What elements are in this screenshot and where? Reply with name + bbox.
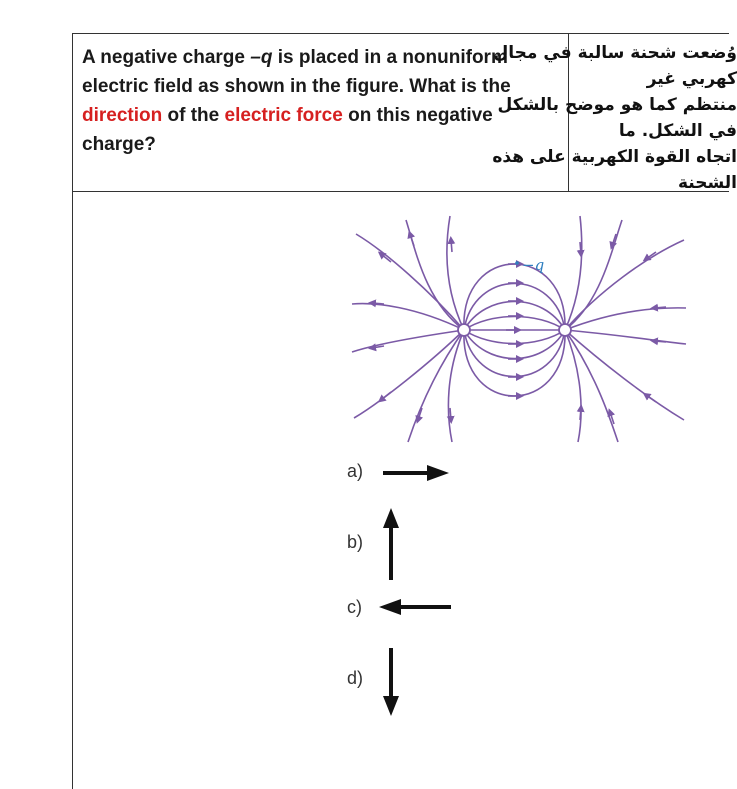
question-text-part3: of the bbox=[162, 105, 225, 126]
table-border-top bbox=[72, 33, 729, 34]
arrow-up-icon bbox=[380, 508, 402, 582]
field-line bbox=[565, 330, 581, 442]
field-arrow bbox=[372, 303, 384, 304]
field-line bbox=[464, 330, 565, 344]
arrow-right-icon bbox=[381, 462, 451, 484]
field-arrow bbox=[646, 395, 656, 402]
field-line bbox=[565, 216, 582, 330]
highlight-electric-force: electric force bbox=[224, 105, 343, 126]
field-arrow bbox=[654, 307, 666, 308]
charge-variable: –q bbox=[250, 47, 273, 68]
field-line bbox=[352, 304, 464, 330]
field-line bbox=[565, 240, 684, 330]
option-b-label: b) bbox=[347, 532, 364, 552]
field-arrow bbox=[580, 408, 581, 420]
arabic-line-1: وُضعت شحنة سالبة في مجال كهربي غير bbox=[493, 43, 737, 89]
field-arrow bbox=[451, 240, 452, 252]
test-charge-label: −q bbox=[522, 256, 545, 274]
left-charge bbox=[458, 324, 470, 336]
field-arrow bbox=[450, 408, 451, 420]
question-text-part2: is placed in a nonuniform electric field as shown in the figure. What is the bbox=[82, 47, 511, 97]
highlight-direction: direction bbox=[82, 105, 163, 126]
field-line bbox=[464, 264, 565, 330]
electric-field-figure bbox=[346, 212, 690, 444]
field-line bbox=[408, 330, 464, 442]
test-charge-dot bbox=[515, 261, 519, 265]
option-a-label: a) bbox=[347, 461, 364, 481]
field-arrowheads bbox=[372, 234, 666, 424]
field-arrow bbox=[410, 234, 414, 246]
field-line bbox=[406, 220, 464, 330]
table-border-left bbox=[72, 33, 73, 789]
field-line bbox=[464, 330, 565, 396]
question-text-arabic bbox=[492, 38, 737, 193]
field-line bbox=[352, 330, 464, 352]
field-line bbox=[565, 330, 618, 442]
arabic-line-3: اتجاه القوة الكهربية على هذه الشحنة bbox=[492, 147, 737, 193]
arrow-left-icon bbox=[377, 596, 453, 618]
arabic-line-2: منتظم كما هو موضح بالشكل في الشكل. ما bbox=[497, 95, 737, 141]
field-line bbox=[565, 330, 684, 420]
arrow-down-icon bbox=[380, 646, 402, 718]
option-c-label: c) bbox=[347, 597, 362, 617]
field-line bbox=[565, 220, 622, 330]
right-charge bbox=[559, 324, 571, 336]
field-arrow bbox=[381, 392, 391, 400]
field-lines bbox=[352, 216, 686, 442]
question-text-part4: on this negative charge? bbox=[82, 105, 493, 155]
option-d-label: d) bbox=[347, 668, 364, 688]
field-arrow bbox=[580, 242, 581, 254]
field-line bbox=[565, 330, 686, 344]
field-arrow bbox=[654, 341, 666, 342]
field-line bbox=[448, 330, 464, 442]
field-line bbox=[464, 317, 565, 331]
question-text-part1: A negative charge bbox=[82, 47, 251, 68]
